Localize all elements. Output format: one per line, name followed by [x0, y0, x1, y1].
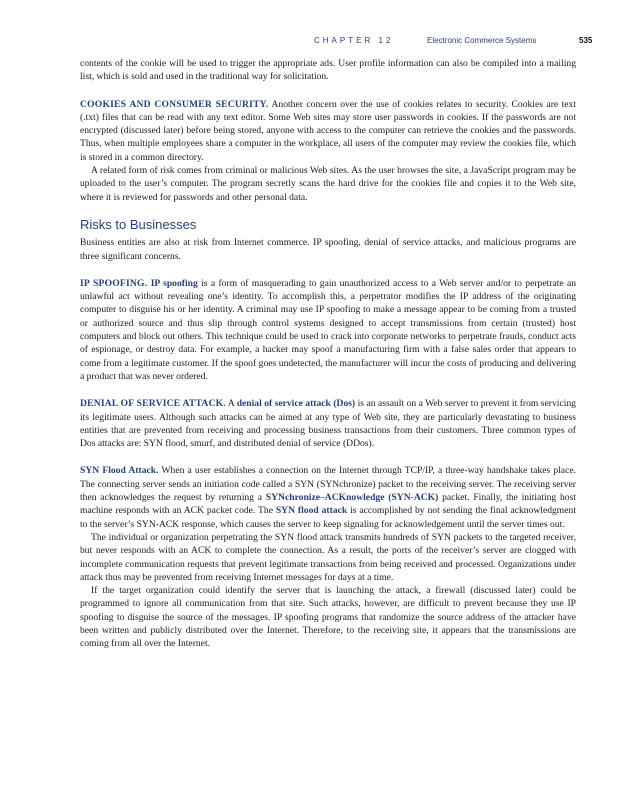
cookies-heading: COOKIES AND CONSUMER SECURITY.	[80, 98, 269, 110]
dos-pre: A	[227, 398, 235, 410]
running-header-title: Electronic Commerce Systems	[427, 36, 537, 45]
page-number: 535	[579, 36, 593, 45]
syn-heading: SYN Flood Attack.	[80, 465, 159, 477]
syn-paragraph	[80, 464, 576, 530]
ip-spoofing-paragraph	[80, 277, 576, 383]
intro-paragraph: contents of the cookie will be used to trigger the appropriate ads. User profile information can also be compiled into a mailing list, which is sold and used in the traditional way for solicitation.	[80, 58, 576, 83]
dos-text: is an assault on a Web server to prevent it from servicing its legitimate users. Although such attacks can be aimed at any type of Web site, they are particularly devastating to business entities that are prevented from receiving and processing business transactions from their customers. Three common types of Dos attacks are: SYN flood, smurf, and distributed denial of service (DDos).	[80, 398, 576, 450]
dos-term: denial of service attack (Dos)	[236, 398, 356, 410]
syn-text-3: is accomplished by not sending the final acknowledgment to the server’s SYN-ACK response, which causes the server to keep signaling for acknowledgement until the server times out.	[80, 505, 576, 530]
section-intro: Business entities are also at risk from Internet commerce. IP spoofing, denial of service attacks, and malicious programs are three significant concerns.	[80, 237, 576, 262]
syn-flood-term: SYN flood attack	[275, 505, 348, 517]
syn-ack-term: SYNchronize–ACKnowledge (SYN-ACK)	[265, 492, 439, 504]
syn-paragraph-2: The individual or organization perpetrating the SYN flood attack transmits hundreds of SYN packets to the targeted receiver, but never responds with an ACK to complete the connection. As a result, the ports of the receiver’s server are clogged with incomplete communication requests that prevent legitimate transactions from being received and processed. Organizations under attack thus may be prevented from receiving Internet messages for days at a time.	[80, 531, 576, 583]
cookies-text: Another concern over the use of cookies relates to security. Cookies are text (.txt) files that can be read with any text editor. Some Web sites may store user passwords in cookies. If the passwords are not encrypted (discussed later) before being stored, anyone with access to the computer can retrieve the cookies and the passwords. Thus, when multiple employees share a computer in the workplace, all users of the computer may review the cookies file, which is stored in a common directory.	[80, 98, 577, 163]
syn-text-1: When a user establishes a connection on the Internet through TCP/IP, a three-way handshake takes place. The connecting server sends an initiation code called a SYN (SYNchronize) packet to the receiving server. The receiving server then acknowledges the request by returning a	[80, 465, 576, 504]
dos-paragraph	[80, 397, 576, 450]
ip-spoofing-term: IP spoofing	[150, 277, 198, 289]
dos-heading: DENIAL OF SERVICE ATTACK.	[80, 398, 226, 410]
syn-paragraph-3: If the target organization could identify the server that is launching the attack, a firewall (discussed later) could be programmed to ignore all communication from that site. Such attacks, however, are difficult to prevent because they use IP spoofing to disguise the source of the messages. IP spoofing programs that randomize the source address of the attacker have been written and publicly distributed over the Internet. Therefore, to the receiving site, it appears that the transmissions are coming from all over the Internet.	[80, 585, 576, 650]
cookies-paragraph-2: A related form of risk comes from criminal or malicious Web sites. As the user browses the site, a JavaScript program may be uploaded to the user’s computer. The program secretly scans the hard drive for the cookies file and copies it to the Web site, where it is reviewed for passwords and other personal data.	[80, 165, 576, 203]
body-text	[80, 57, 576, 651]
section-heading: Risks to Businesses	[80, 216, 197, 232]
ip-spoofing-text: is a form of masquerading to gain unauthorized access to a Web server and/or to perpetrate an unlawful act without revealing one’s identity. To accomplish this, a perpetrator modifies the IP address of the originating computer to disguise his or her identity. A criminal may use IP spoofing to make a message appear to be coming from a trusted or authorized source and thus slip through control systems designed to accept transmissions from certain (trusted) host computers and block out others. This technique could be used to crack into corporate networks to perpetrate frauds, conduct acts of espionage, or destroy data. For example, a hacker may spoof a manufacturing firm with a false sales order that appears to come from a legitimate customer. If the spoof goes undetected, the manufacturer will incur the costs of producing and delivering a product that was never ordered.	[80, 277, 577, 382]
ip-spoofing-heading: IP SPOOFING.	[80, 277, 148, 289]
cookies-paragraph	[80, 98, 576, 164]
running-header-chapter: CHAPTER 12	[314, 36, 394, 45]
syn-text-2: packet. Finally, the initiating host machine responds with an ACK packet code. The	[80, 492, 576, 517]
